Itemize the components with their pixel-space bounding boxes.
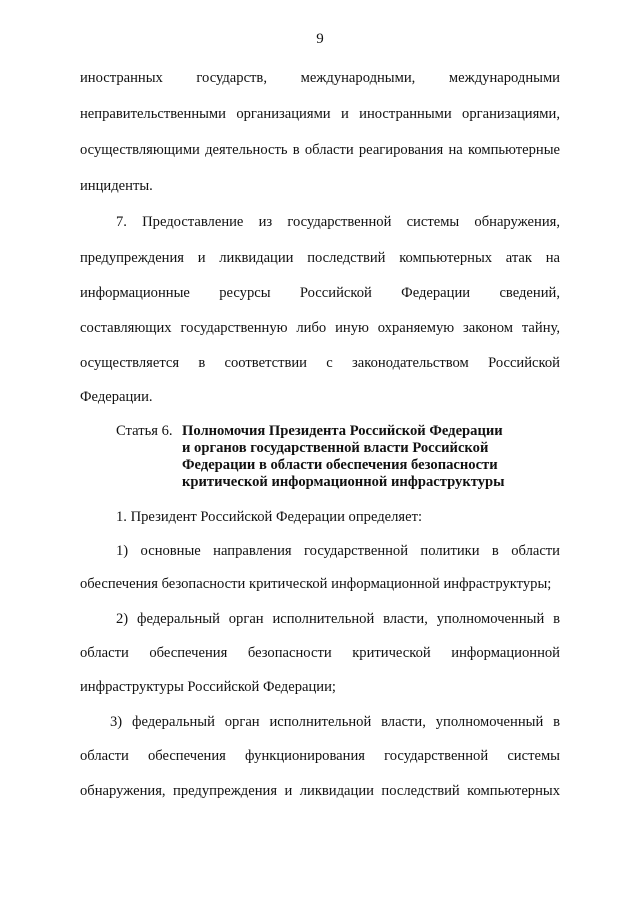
article-title-line: и органов государственной власти Российской [182,440,489,456]
text-line: составляющих государственную либо иную охраняемую законом тайну, [80,320,560,336]
text-line: Федерации. [80,389,153,405]
text-line: осуществляется в соответствии с законодательством Российской [80,355,560,371]
text-line: осуществляющими деятельность в области реагирования на компьютерные [80,142,560,158]
text-line: обнаружения, предупреждения и ликвидации последствий компьютерных [80,783,560,799]
text-line: инфраструктуры Российской Федерации; [80,679,336,695]
text-line: 2) федеральный орган исполнительной власти, уполномоченный в [116,611,560,627]
text-line: обеспечения безопасности критической информационной инфраструктуры; [80,576,552,592]
article-title-line: критической информационной инфраструктуры [182,474,505,490]
text-line: предупреждения и ликвидации последствий компьютерных атак на [80,250,560,266]
article-title-line: Полномочия Президента Российской Федерации [182,423,503,439]
text-line: 1) основные направления государственной политики в области [116,543,560,559]
text-line: 3) федеральный орган исполнительной власти, уполномоченный в [110,714,560,730]
text-line: 1. Президент Российской Федерации определяет: [116,509,423,525]
text-line: области обеспечения безопасности критической информационной [80,645,560,661]
text-line: иностранных государств, международными, международными [80,70,560,86]
text-line: инциденты. [80,178,153,194]
text-line: информационные ресурсы Российской Федерации сведений, [80,285,560,301]
article-title-line: Федерации в области обеспечения безопасности [182,457,498,473]
article-label: Статья 6. [116,423,173,439]
text-line: области обеспечения функционирования государственной системы [80,748,560,764]
page-number: 9 [316,31,324,47]
text-line: 7. Предоставление из государственной системы обнаружения, [116,214,560,230]
text-line: неправительственными организациями и иностранными организациями, [80,106,560,122]
